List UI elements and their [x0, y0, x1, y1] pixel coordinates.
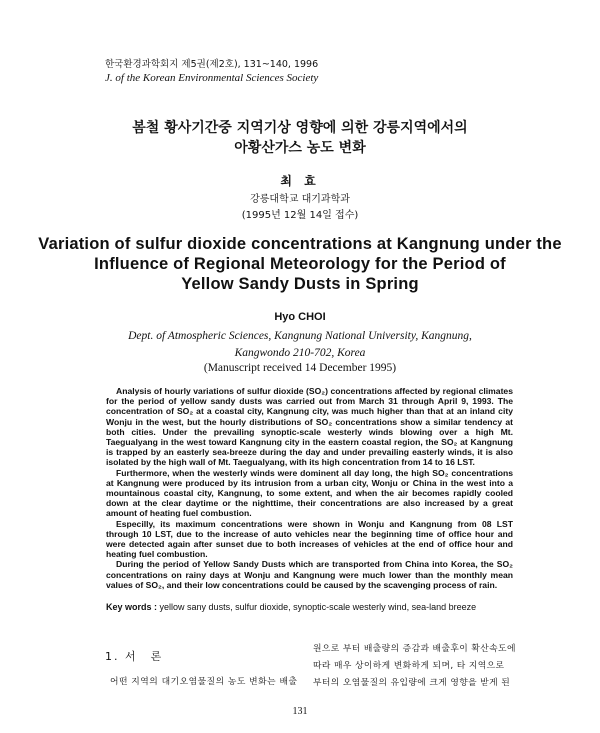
- english-title-line-1: Variation of sulfur dioxide concentrations at Kangnung under the: [38, 235, 562, 253]
- page-number: 131: [292, 706, 308, 717]
- right-column-line: 따라 매우 상이하게 변화하게 되며, 타 지역으로: [313, 661, 505, 671]
- journal-header-english: J. of the Korean Environmental Sciences Society: [105, 72, 319, 84]
- journal-header-korean: 한국환경과학회지 제5권(제2호), 131~140, 1996: [105, 59, 319, 70]
- section-heading: 1. 서 론: [105, 650, 164, 663]
- english-affiliation-line-2: Kangwondo 210-702, Korea: [234, 347, 366, 359]
- korean-affiliation: 강릉대학교 대기과학과: [250, 194, 350, 205]
- right-column-line: 부터의 오염물질의 유입량에 크게 영향을 받게 된: [313, 678, 511, 688]
- abstract-paragraph: Furthermore, when the westerly winds were dominent all day long, the high SO₂ concentrations at Kangnung were produced by its intrusion from a urban city, Wonju or China in the west into a mountainous coastal city, Kangnung, to some extent, and when the air becomes rapidly cooled down at the clear daytime or the nighttime, their concentrations are also increased by a great amount of heating fuel combustion.: [106, 467, 513, 519]
- left-column-line: 어떤 지역의 대기오염물질의 농도 변화는 배출: [110, 677, 298, 687]
- korean-author: 최 효: [280, 174, 320, 188]
- korean-received-date: (1995년 12월 14일 접수): [241, 210, 359, 221]
- keywords-text: yellow sany dusts, sulfur dioxide, synoptic-scale westerly wind, sea-land breeze: [159, 602, 477, 612]
- keywords-label: Key words :: [106, 602, 158, 612]
- right-column-line: 원으로 부터 배출량의 증감과 배출후이 확산속도에: [313, 644, 516, 654]
- abstract-paragraph: Especilly, its maximum concentrations were shown in Wonju and Kangnung from 08 LST through 10 LST, due to the increase of auto vehicles near the beginning time of office hour and were detected again after sunset due to both increases of vehicles at the end of office hour and heating fuel combustion.: [106, 518, 513, 560]
- english-affiliation-line-1: Dept. of Atmospheric Sciences, Kangnung National University, Kangnung,: [128, 330, 472, 342]
- english-author: Hyo CHOI: [274, 311, 326, 323]
- abstract-paragraph: Analysis of hourly variations of sulfur dioxide (SO₂) concentrations affected by regional climates for the period of yellow sandy dusts was carried out from March 31 through April 9, 1993. The concentration of SO₂ at a coastal city, Kangnung city, was much higher than that at an inland city Wonju in the west, but the hourly distributions of SO₂ concentrations show a similar tendency at both cities. Under the prevailing synoptic-scale westerly winds blowing over a high Mt. Taegualyang in the west toward Kangnung city in the eastern coastal region, the SO₂ at Kangnung is trapped by an easterly sea-breeze during the day and under prevailing easterly winds, it is also isolated by the high wall of Mt. Taegualyang, with its high concentration from 14 to 16 LST.: [106, 386, 513, 468]
- english-title-line-2: Influence of Regional Meteorology for the Period of: [94, 255, 506, 273]
- korean-title-line-2: 아황산가스 농도 변화: [234, 140, 366, 156]
- abstract-paragraph: During the period of Yellow Sandy Dusts which are transported from China into Korea, the SO₂ concentrations on rainy days at Wonju and Kangnung were much lower than the monthly mean values of SO₂, and their low concentrations could be caused by the scavenging process of rain.: [106, 559, 513, 590]
- korean-title-line-1: 봄철 황사기간중 지역기상 영향에 의한 강릉지역에서의: [132, 120, 468, 136]
- english-title-line-3: Yellow Sandy Dusts in Spring: [181, 275, 419, 293]
- keywords: [106, 602, 526, 612]
- english-received-date: (Manuscript received 14 December 1995): [203, 362, 397, 374]
- abstract: [106, 386, 513, 590]
